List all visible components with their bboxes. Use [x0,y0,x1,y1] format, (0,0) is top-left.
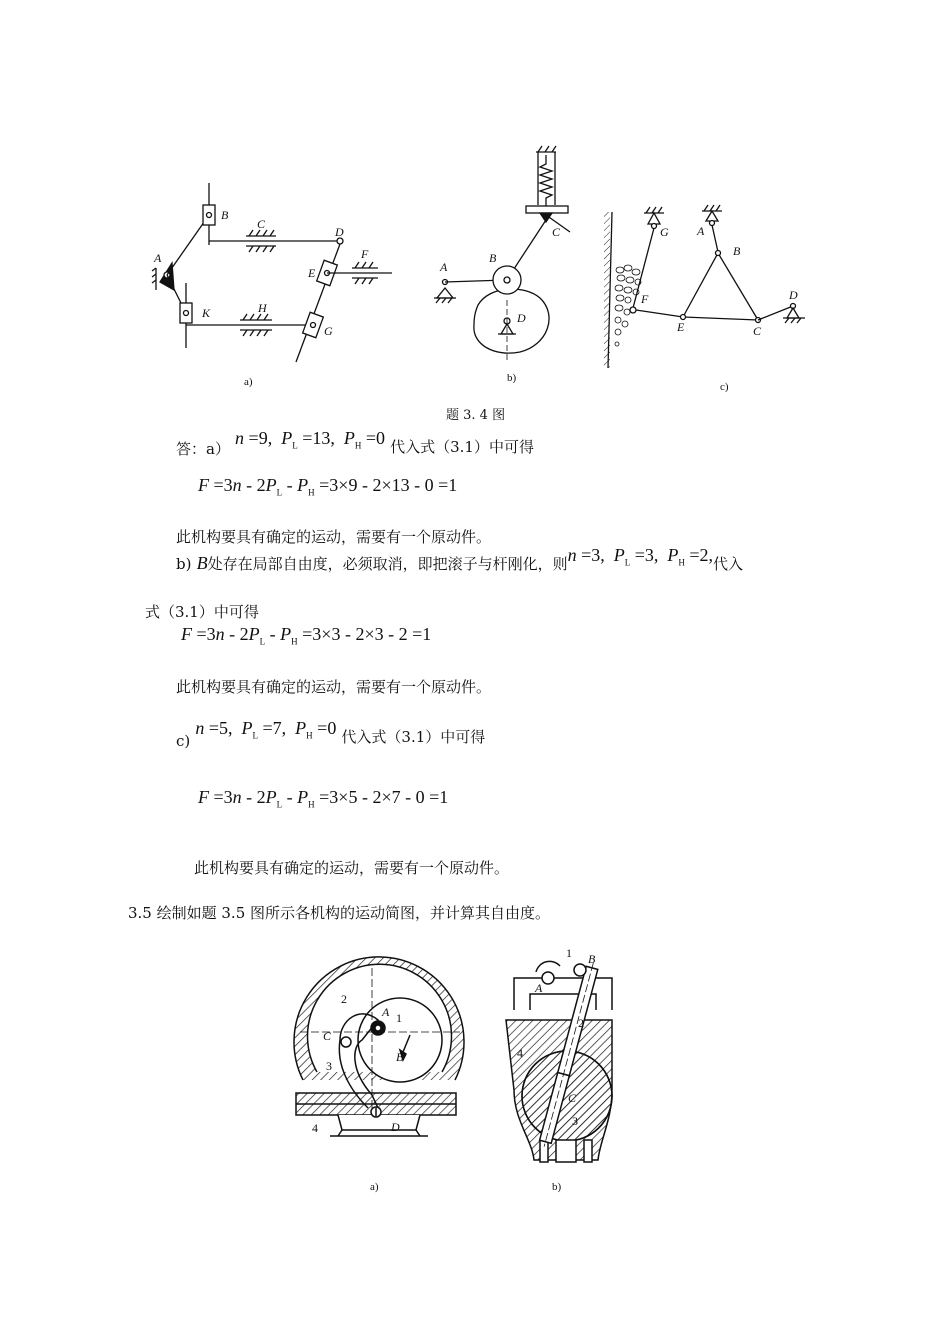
answer-b-text: 处存在局部自由度，必须取消，即把滚子与杆刚化，则 [207,555,568,573]
figure-caption: 题 3. 4 图 [446,408,506,423]
label-5b-2: 2 [578,1016,584,1030]
answer-b-prefix: b) [176,555,192,573]
label-D: D [335,225,344,239]
label-A: A [154,251,162,265]
label-F: F [361,247,369,261]
answer-b-line2: 式（3.1）中可得 [145,603,259,621]
label-5a-B: B [396,1050,404,1064]
answer-c-conclusion: 此机构要具有确定的运动，需要有一个原动件。 [194,859,510,877]
label-B: B [221,208,229,222]
subcaption-c: c) [720,381,729,393]
label-c-C: C [753,324,762,338]
question-3-5: 3.5 绘制如题 3.5 图所示各机构的运动简图，并计算其自由度。 [128,904,551,922]
answer-a-conclusion: 此机构要具有确定的运动，需要有一个原动件。 [176,528,492,546]
answer-a-formula: $F =3n - 2P_L - P_H =3\times 9 - 2\times 13 - 0 =1$ [198,475,458,498]
subcaption-a: a) [244,376,253,388]
label-c-A: A [697,224,705,238]
figure-3-5b [506,961,612,1162]
answer-c-suffix: 代入式（3.1）中可得 [341,728,486,746]
label-K: K [202,306,211,320]
label-E: E [308,266,316,280]
answer-a-prefix: 答：a） [176,440,230,458]
label-5b-B: B [588,952,596,966]
label-C: C [257,217,266,231]
label-G: G [324,324,333,338]
answer-a-suffix: 代入式（3.1）中可得 [390,438,534,456]
answer-a-params: n =9, $P_L =13$, $P_H =0$ [235,428,386,451]
answer-b-formula: $F =3n - 2P_L - P_H =3\times 3 - 2\times 3 - 2 =1$ [181,624,432,647]
answer-b-conclusion: 此机构要具有确定的运动，需要有一个原动件。 [176,678,492,696]
label-b-A: A [440,260,448,274]
label-5b-1: 1 [566,946,572,960]
answer-b-params: n =3, $P_L =3$, $P_H =2$, [567,545,714,568]
label-5a-A: A [382,1005,390,1019]
label-5a-D: D [391,1120,400,1134]
label-c-E: E [677,320,685,334]
answer-b-var: B [196,553,208,573]
label-5a-4: 4 [312,1121,318,1135]
label-c-F: F [641,292,649,306]
label-b-C: C [552,225,561,239]
label-5a-C: C [323,1029,332,1043]
label-5a-1: 1 [396,1011,402,1025]
subcaption-5b: b) [552,1181,562,1193]
subcaption-b: b) [507,372,517,384]
label-5b-4: 4 [517,1046,523,1060]
subcaption-5a: a) [370,1181,379,1193]
label-b-B: B [489,251,497,265]
figure-3-5a [294,957,464,1136]
answer-c-formula: $F =3n - 2P_L - P_H =3\times 5 - 2\times 7 - 0 =1$ [198,787,449,810]
label-H: H [258,301,267,315]
label-c-B: B [733,244,741,258]
label-5a-2: 2 [341,992,347,1006]
answer-c-prefix: c) [176,732,191,750]
answer-c-params: n =5, $P_L =7$, $P_H =0$ [195,718,337,741]
label-5b-A: A [535,981,543,995]
answer-b-suffix: 代入 [713,555,744,573]
label-5b-3: 3 [572,1114,578,1128]
label-b-D: D [517,311,526,325]
label-5b-C: C [568,1091,577,1105]
label-c-G: G [660,225,669,239]
label-c-D: D [789,288,798,302]
label-5a-3: 3 [326,1059,332,1073]
